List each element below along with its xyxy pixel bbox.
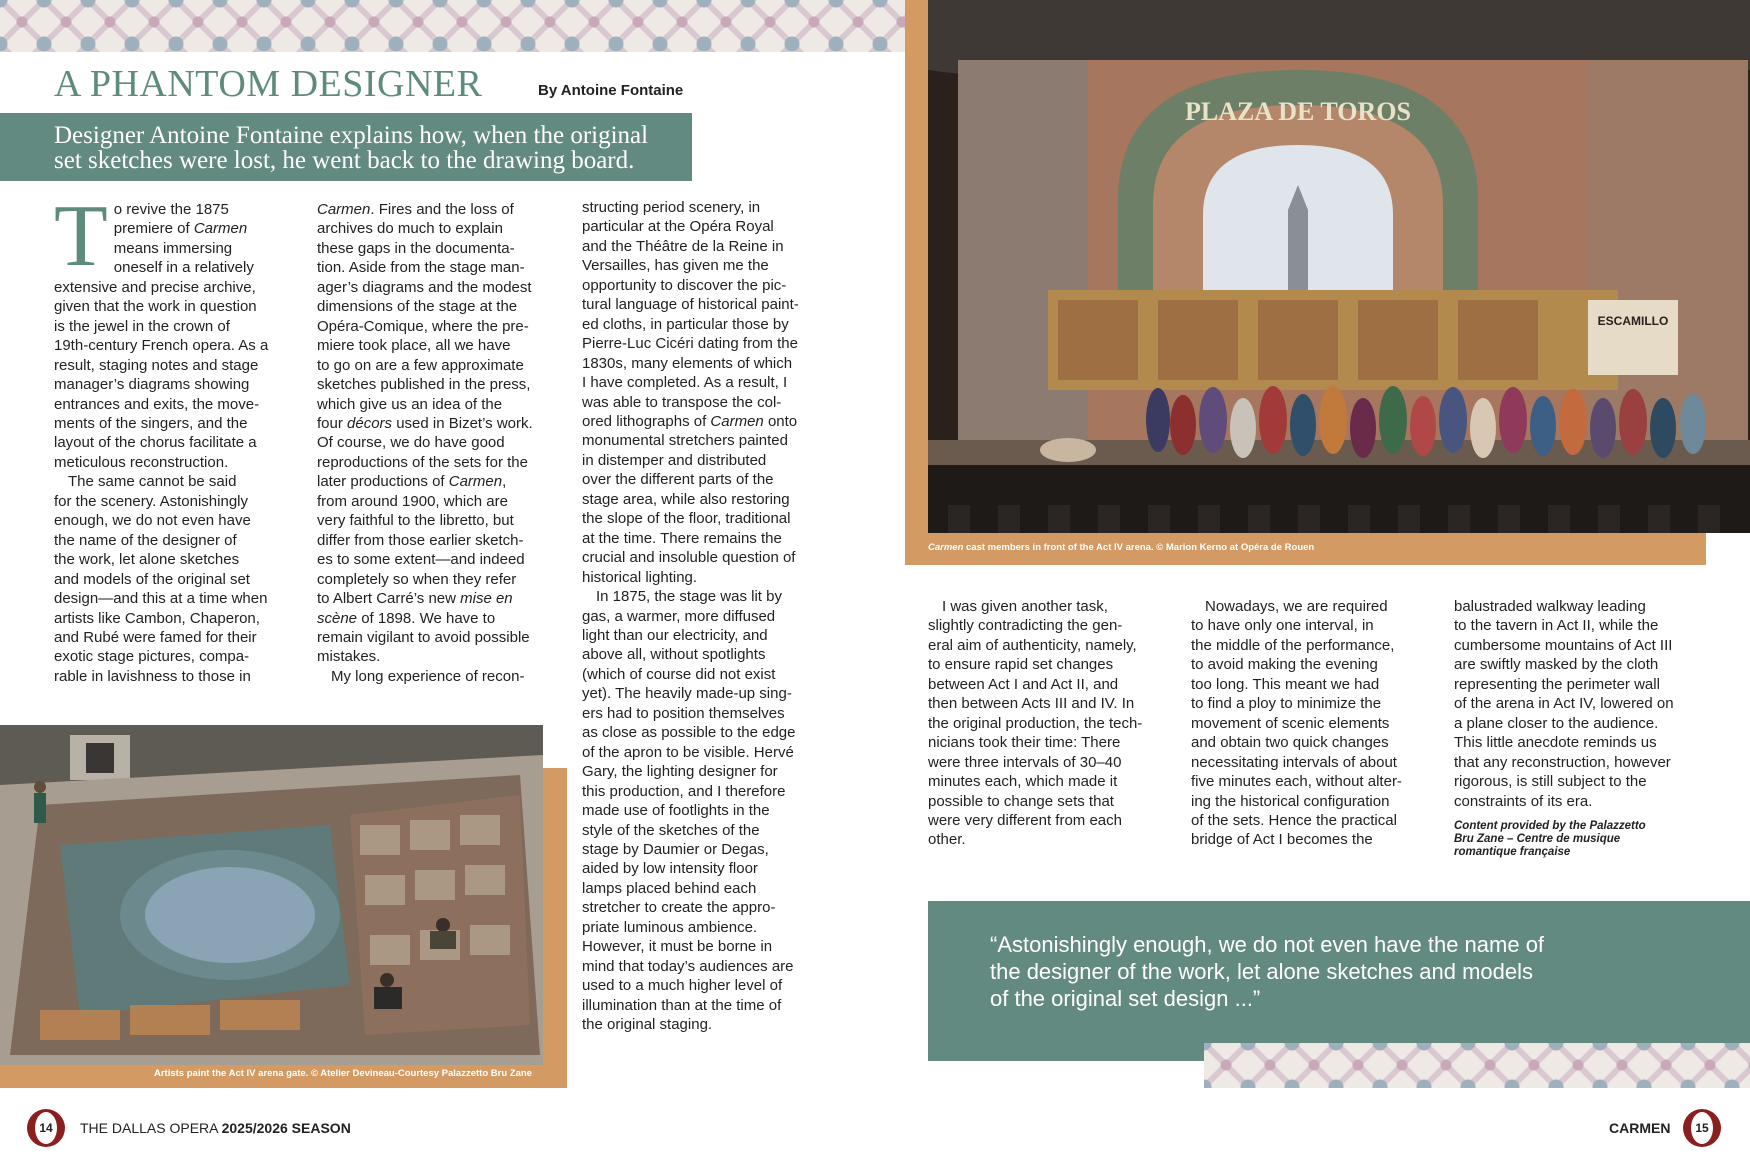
text-line: completely so when they refer	[317, 570, 517, 588]
text-line	[317, 200, 557, 219]
text-run: Carmen	[448, 473, 503, 491]
right-text-column-1	[928, 597, 1168, 850]
text-column-3	[582, 198, 827, 1034]
text-line: light than our electricity, and	[582, 626, 768, 644]
page-number: 15	[1691, 1112, 1713, 1144]
right-text-column-2	[1191, 597, 1431, 850]
text-run: four	[317, 414, 348, 432]
text-line: stage by Daumier or Degas,	[582, 840, 769, 858]
text-line: aided by low intensity floor	[582, 860, 758, 878]
page-number-badge	[27, 1109, 65, 1147]
text-line: of the sets. Hence the practical	[1191, 811, 1397, 829]
text-line: constraints of its era.	[1454, 792, 1593, 810]
text-line: for the scenery. Astonishingly	[54, 492, 248, 510]
text-line: miere took place, all we have	[317, 337, 511, 355]
text-line: gas, a warmer, more diffused	[582, 607, 776, 625]
text-line: is the jewel in the crown of	[54, 317, 230, 335]
text-line: used to a much higher level of	[582, 977, 783, 995]
text-line: Opéra-Comique, where the pre-	[317, 317, 529, 335]
text-line: design—and this at a time when	[54, 590, 268, 608]
text-line: were three intervals of 30–40	[928, 753, 1122, 771]
footer-company: THE DALLAS OPERA	[80, 1120, 218, 1136]
text-line: particular at the Opéra Royal	[582, 218, 774, 236]
text-line: ager’s diagrams and the modest	[317, 278, 532, 296]
text-line: mistakes.	[317, 648, 381, 666]
text-line: that any reconstruction, however	[1454, 753, 1671, 771]
text-line: However, it must be borne in	[582, 938, 773, 956]
photo-caption: Artists paint the Act IV arena gate. © Atelier Devineau-Courtesy Palazzetto Bru Zane	[154, 1068, 532, 1079]
text-line: rable in lavishness to those in	[54, 667, 251, 685]
text-line: slightly contradicting the gen-	[928, 617, 1123, 635]
text-line: other.	[928, 831, 966, 849]
text-line: (which of course did not exist	[582, 665, 776, 683]
text-run: décors	[347, 414, 393, 432]
credit-line: Content provided by the Palazzetto	[1454, 819, 1646, 832]
text-line: ing the historical configuration	[1191, 792, 1390, 810]
text-line: extensive and precise archive,	[54, 278, 256, 296]
page-number: 14	[35, 1112, 57, 1144]
decorative-tile-border-top	[0, 0, 905, 52]
deck-line: set sketches were lost, he went back to the drawing board.	[54, 147, 635, 174]
text-line: the original production, the tech-	[928, 714, 1143, 732]
text-line: style of the sketches of the	[582, 821, 760, 839]
text-line: the middle of the performance,	[1191, 636, 1395, 654]
text-line: archives do much to explain	[317, 220, 503, 238]
text-line: remain vigilant to avoid possible	[317, 628, 530, 646]
text-line: Pierre-Luc Cicéri dating from the	[582, 335, 798, 353]
text-line: reproductions of the sets for the	[317, 453, 528, 471]
text-line	[317, 472, 557, 491]
text-line: cumbersome mountains of Act III	[1454, 636, 1673, 654]
text-line: between Act I and Act II, and	[928, 675, 1119, 693]
text-line: bridge of Act I becomes the	[1191, 831, 1373, 849]
text-run: Carmen	[317, 201, 371, 218]
text-line: sketches published in the press,	[317, 376, 531, 394]
text-run: onto	[763, 412, 798, 430]
text-run: ,	[502, 473, 507, 491]
text-column-1	[54, 188, 294, 686]
text-run: of 1898. We have to	[357, 609, 496, 627]
text-run: Carmen	[193, 220, 248, 238]
drop-cap: T	[54, 188, 108, 285]
text-line: and Rubé were famed for their	[54, 628, 257, 646]
text-run: scène	[317, 609, 358, 627]
text-line: which give us an idea of the	[317, 395, 503, 413]
poster-text: ESCAMILLO	[1597, 314, 1669, 328]
text-line: of the arena in Act IV, lowered on	[1454, 695, 1674, 713]
text-line: over the different parts of the	[582, 471, 774, 489]
text-line: above all, without spotlights	[582, 646, 766, 664]
text-line: balustraded walkway leading	[1454, 598, 1646, 615]
text-line: Versailles, has given me the	[582, 257, 769, 275]
text-line: meticulous reconstruction.	[54, 453, 229, 471]
article-deck	[0, 113, 692, 181]
decorative-tile-border-bottom	[1204, 1043, 1750, 1088]
text-line: 19th-century French opera. As a	[54, 337, 269, 355]
text-line: stretcher to create the appro-	[582, 899, 776, 917]
text-line: This little anecdote reminds us	[1454, 734, 1657, 752]
text-line: to have only one interval, in	[1191, 617, 1374, 635]
text-line: manager’s diagrams showing	[54, 376, 250, 394]
text-line: The same cannot be said	[68, 473, 237, 491]
right-text-column-3	[1454, 597, 1699, 859]
page-number-badge	[1683, 1109, 1721, 1147]
text-line	[317, 609, 557, 628]
text-line: illumination than at the time of	[582, 996, 782, 1014]
text-line: 1830s, many elements of which	[582, 354, 793, 372]
text-line: a plane closer to the audience.	[1454, 714, 1659, 732]
text-line: and the Théâtre de la Reine in	[582, 237, 784, 255]
text-line: enough, we do not even have	[54, 512, 251, 530]
footer-title: CARMEN	[1609, 1120, 1671, 1136]
text-line: at the time. There remains the	[582, 529, 782, 547]
deck-line: Designer Antoine Fontaine explains how, when the original	[54, 122, 649, 149]
text-line	[317, 589, 557, 608]
footer-season: 2025/2026 SEASON	[221, 1120, 351, 1136]
text-line: then between Acts III and IV. In	[928, 695, 1135, 713]
workshop-photo	[0, 725, 543, 1065]
text-line: means immersing	[113, 239, 233, 257]
text-line	[317, 414, 557, 433]
text-line: movement of scenic elements	[1191, 714, 1390, 732]
text-line: minutes each, which made it	[928, 773, 1118, 791]
text-line: and obtain two quick changes	[1191, 734, 1389, 752]
text-line: es to some extent—and indeed	[317, 551, 525, 569]
quote-line: of the original set design ...”	[990, 986, 1261, 1011]
text-line: exotic stage pictures, compa-	[54, 648, 250, 666]
text-line: tural language of historical paint-	[582, 296, 799, 314]
text-line: to avoid making the evening	[1191, 656, 1378, 674]
text-line: the name of the designer of	[54, 531, 237, 549]
text-line: five minutes each, without alter-	[1191, 773, 1402, 791]
pull-quote	[928, 901, 1750, 1061]
text-line: rigorous, is still subject to the	[1454, 773, 1647, 791]
text-line: monumental stretchers painted	[582, 432, 788, 450]
text-line: the work, let alone sketches	[54, 551, 240, 569]
text-line: dimensions of the stage at the	[317, 298, 518, 316]
text-line: representing the perimeter wall	[1454, 675, 1660, 693]
text-line: necessitating intervals of about	[1191, 753, 1397, 771]
credit-line: romantique française	[1454, 845, 1571, 858]
stage-photo-caption	[928, 542, 1314, 553]
stage-sign: PLAZA DE TOROS	[1185, 97, 1411, 126]
article-title: A PHANTOM DESIGNER	[54, 63, 483, 105]
text-line: Nowadays, we are required	[1205, 598, 1388, 615]
text-line: are swiftly masked by the cloth	[1454, 656, 1659, 674]
stage-photo-illustration	[928, 0, 1750, 533]
text-line: the slope of the floor, traditional	[582, 510, 791, 528]
text-line: to find a ploy to minimize the	[1191, 695, 1382, 713]
text-run: used in Bizet’s work.	[392, 414, 533, 432]
text-line: stage area, while also restoring	[582, 490, 790, 508]
text-line: of the apron to be visible. Hervé	[582, 743, 794, 761]
text-line: tion. Aside from the stage man-	[317, 259, 525, 277]
caption-text: cast members in front of the Act IV arena. © Marion Kerno at Opéra de Rouen	[963, 542, 1315, 553]
text-line: from around 1900, which are	[317, 492, 508, 510]
text-line: mind that today’s audiences are	[582, 957, 794, 975]
text-line: in distemper and distributed	[582, 451, 767, 469]
text-line: and models of the original set	[54, 570, 250, 588]
text-line: very faithful to the libretto, but	[317, 512, 514, 530]
text-line: Of course, we do have good	[317, 434, 505, 452]
text-line: the original staging.	[582, 1016, 713, 1034]
text-line: yet). The heavily made-up sing-	[582, 685, 792, 703]
text-line: differ from those earlier sketch-	[317, 531, 524, 549]
caption-emphasis: Carmen	[928, 542, 964, 553]
text-line: artists like Cambon, Chaperon,	[54, 609, 260, 627]
text-line: Gary, the lighting designer for	[582, 763, 778, 781]
text-line: made use of footlights in the	[582, 802, 770, 820]
content-credit	[1454, 820, 1699, 859]
text-line: structing period scenery, in	[582, 199, 761, 216]
text-line: were very different from each	[928, 811, 1122, 829]
text-run: . Fires and the loss of	[370, 201, 514, 218]
text-line: historical lighting.	[582, 568, 698, 586]
text-line: oneself in a relatively	[113, 259, 254, 277]
text-line: o revive the 1875	[113, 201, 229, 218]
text-line: result, staging notes and stage	[54, 356, 259, 374]
text-line: My long experience of recon-	[331, 667, 525, 685]
text-line: eral aim of authenticity, namely,	[928, 636, 1137, 654]
text-line: as close as possible to the edge	[582, 724, 796, 742]
text-line: to ensure rapid set changes	[928, 656, 1114, 674]
footer-publication	[80, 1120, 351, 1136]
text-run: premiere of	[113, 220, 194, 238]
text-line: opportunity to discover the pic-	[582, 276, 787, 294]
text-line: lamps placed behind each	[582, 879, 757, 897]
text-line: ments of the singers, and the	[54, 414, 248, 432]
text-line: to go on are a few approximate	[317, 356, 524, 374]
text-run: to Albert Carré’s new	[317, 590, 461, 608]
text-line: priate luminous ambience.	[582, 918, 758, 936]
text-line	[582, 412, 827, 431]
text-run: ored lithographs of	[582, 412, 711, 430]
text-line: entrances and exits, the move-	[54, 395, 260, 413]
text-line: this production, and I therefore	[582, 782, 786, 800]
text-line: was able to transpose the col-	[582, 393, 782, 411]
text-line: crucial and insoluble question of	[582, 549, 796, 567]
text-line: layout of the chorus facilitate a	[54, 434, 257, 452]
text-line: nicians took their time: There	[928, 734, 1121, 752]
text-line: In 1875, the stage was lit by	[596, 588, 782, 606]
text-line: to the tavern in Act II, while the	[1454, 617, 1659, 635]
credit-line: Bru Zane – Centre de musique	[1454, 832, 1621, 845]
workshop-photo-illustration	[0, 725, 543, 1065]
text-line: possible to change sets that	[928, 792, 1114, 810]
text-line: I have completed. As a result, I	[582, 374, 788, 392]
text-column-2	[317, 200, 557, 686]
text-run: Carmen	[710, 412, 764, 430]
text-line: given that the work in question	[54, 298, 257, 316]
text-line: I was given another task,	[942, 598, 1108, 615]
text-line: these gaps in the documenta-	[317, 239, 515, 257]
text-line: ers had to position themselves	[582, 704, 785, 722]
text-run: later productions of	[317, 473, 449, 491]
text-line: ed cloths, in particular those by	[582, 315, 789, 333]
stage-photo	[928, 0, 1750, 533]
quote-line: the designer of the work, let alone sketches and models	[990, 959, 1533, 984]
text-run: mise en	[460, 590, 513, 608]
byline: By Antoine Fontaine	[538, 82, 684, 99]
quote-line: “Astonishingly enough, we do not even have the name of	[990, 932, 1545, 957]
text-line: too long. This meant we had	[1191, 675, 1380, 693]
